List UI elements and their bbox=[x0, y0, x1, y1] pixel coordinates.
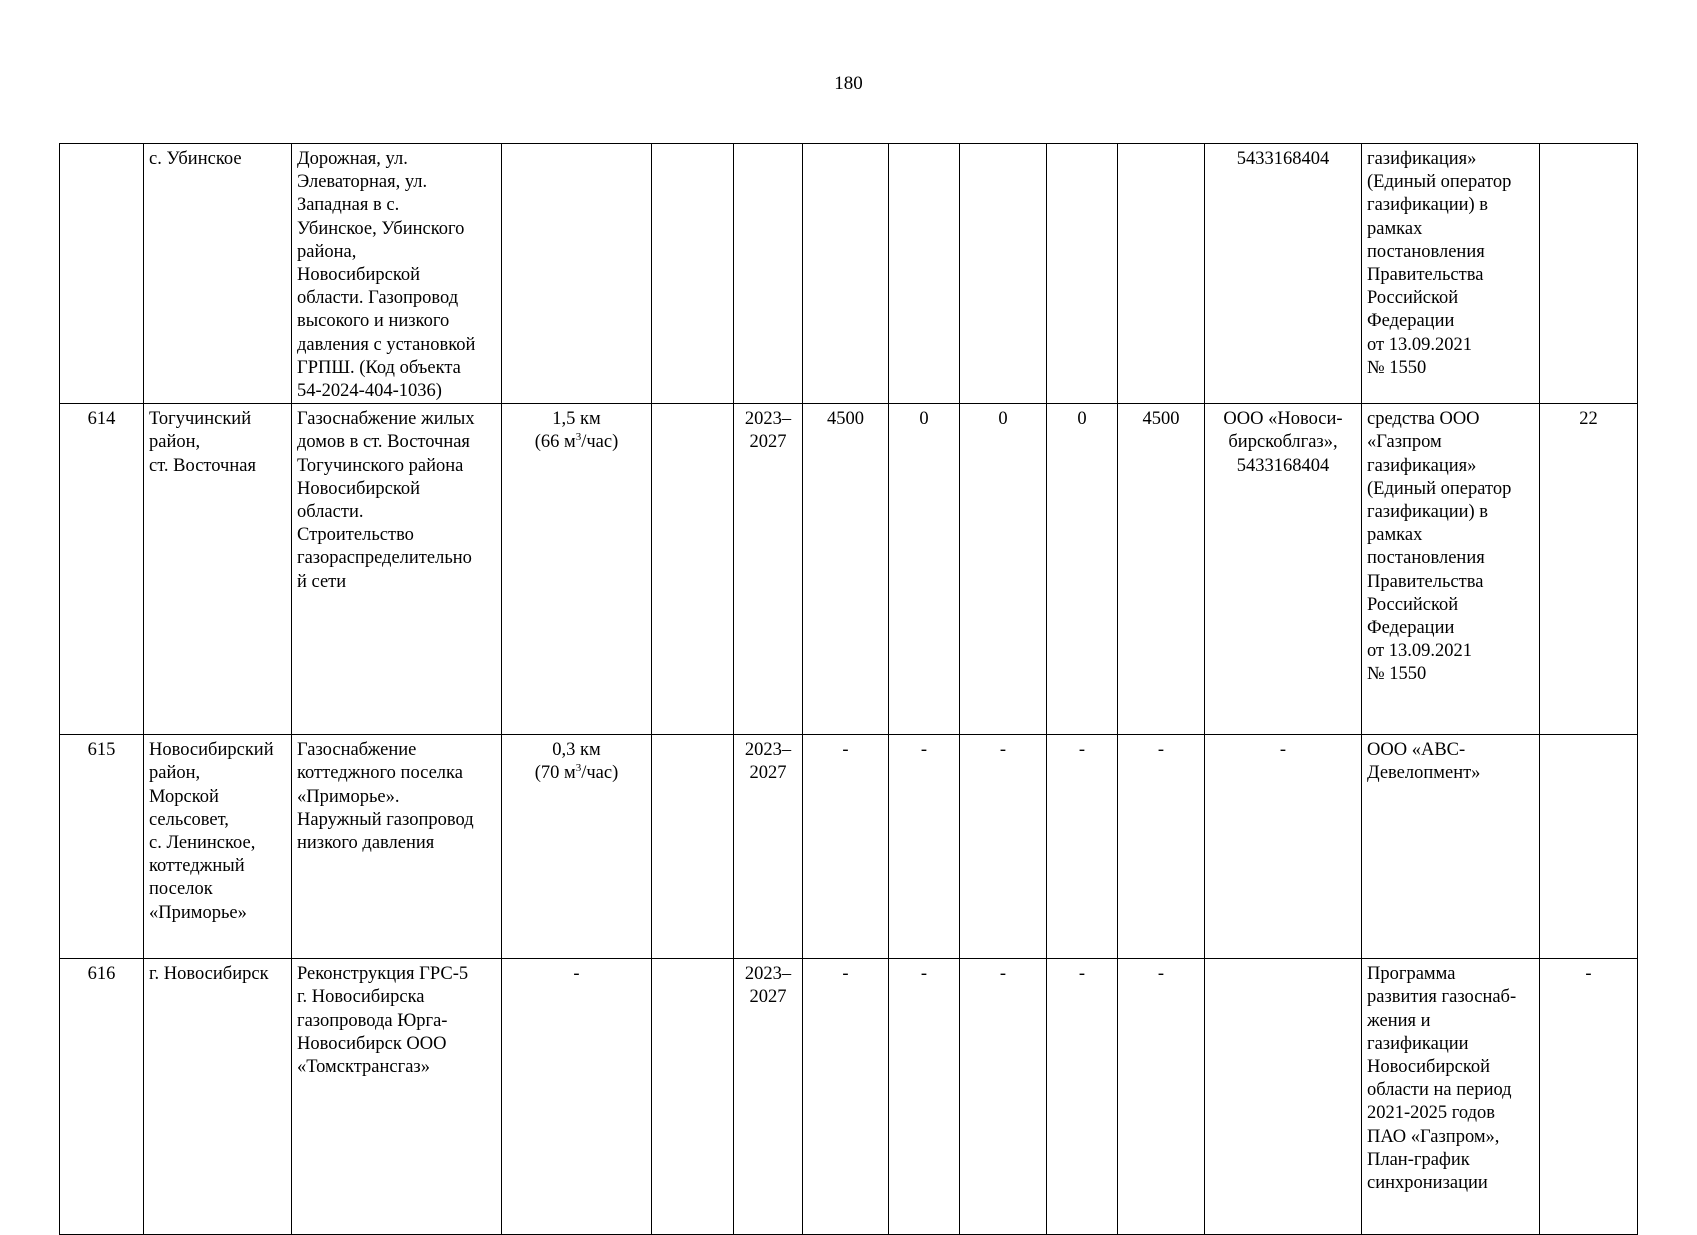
row-number-cell: 616 bbox=[60, 959, 144, 1235]
years-cell: 2023– 2027 bbox=[734, 404, 803, 735]
capacity-cell bbox=[502, 404, 652, 735]
object-description-cell: Реконструкция ГРС-5 г. Новосибирска газопровода Юрга- Новосибирск ООО «Томсктрансгаз» bbox=[292, 959, 502, 1235]
operator-cell: ООО «Новоси- бирскоблгаз», 5433168404 bbox=[1205, 404, 1362, 735]
table-body bbox=[60, 144, 1638, 1235]
total-cost-cell: - bbox=[803, 959, 889, 1235]
capacity-cell bbox=[502, 735, 652, 959]
capacity-rate: (70 $м^3/час$) bbox=[534, 762, 619, 784]
cost-cell-1: - bbox=[889, 735, 960, 959]
row-number-cell: 615 bbox=[60, 735, 144, 959]
table-row bbox=[60, 735, 1638, 959]
total-cost-cell bbox=[803, 144, 889, 404]
cost-cell-1 bbox=[889, 144, 960, 404]
cost-cell-4: - bbox=[1118, 735, 1205, 959]
funding-source-cell: газификация» (Единый оператор газификации) в рамках постановления Правительства Российской Федерации от 13.09.2021 № 1550 bbox=[1362, 144, 1540, 404]
location-cell: Тогучинский район, ст. Восточная bbox=[144, 404, 292, 735]
object-description-cell: Дорожная, ул. Элеваторная, ул. Западная в с. Убинское, Убинского района, Новосибирской области. Газопровод высокого и низкого давления с установкой ГРПШ. (Код объекта 54-2024-404-1036) bbox=[292, 144, 502, 404]
cost-cell-1: 0 bbox=[889, 404, 960, 735]
object-description-cell: Газоснабжение жилых домов в ст. Восточная Тогучинского района Новосибирской области. Строительство газораспределительно й сети bbox=[292, 404, 502, 735]
location-cell: с. Убинское bbox=[144, 144, 292, 404]
table-row bbox=[60, 144, 1638, 404]
blank-cell bbox=[652, 959, 734, 1235]
capacity-length: 1,5 км bbox=[552, 409, 601, 430]
funding-source-cell: ООО «АВС- Девелопмент» bbox=[1362, 735, 1540, 959]
years-cell bbox=[734, 144, 803, 404]
years-cell: 2023– 2027 bbox=[734, 959, 803, 1235]
operator-cell bbox=[1205, 959, 1362, 1235]
cost-cell-3: - bbox=[1047, 959, 1118, 1235]
years-cell: 2023– 2027 bbox=[734, 735, 803, 959]
location-cell: г. Новосибирск bbox=[144, 959, 292, 1235]
cost-cell-2: 0 bbox=[960, 404, 1047, 735]
total-cost-cell: 4500 bbox=[803, 404, 889, 735]
funding-source-cell: Программа развития газоснаб- жения и газификации Новосибирской области на период 2021-2025 годов ПАО «Газпром», План-график синхронизации bbox=[1362, 959, 1540, 1235]
last-column-cell: 22 bbox=[1540, 404, 1638, 735]
cost-cell-3: 0 bbox=[1047, 404, 1118, 735]
operator-cell: 5433168404 bbox=[1205, 144, 1362, 404]
cost-cell-2 bbox=[960, 144, 1047, 404]
cost-cell-4 bbox=[1118, 144, 1205, 404]
capacity-length: - bbox=[573, 964, 580, 985]
row-number-cell: 614 bbox=[60, 404, 144, 735]
capacity-cell bbox=[502, 959, 652, 1235]
cost-cell-4: - bbox=[1118, 959, 1205, 1235]
cost-cell-2: - bbox=[960, 959, 1047, 1235]
cost-cell-4: 4500 bbox=[1118, 404, 1205, 735]
last-column-cell bbox=[1540, 144, 1638, 404]
gasification-register-table bbox=[59, 143, 1638, 1235]
table-row bbox=[60, 404, 1638, 735]
row-number-cell bbox=[60, 144, 144, 404]
location-cell: Новосибирский район, Морской сельсовет, с. Ленинское, коттеджный поселок «Приморье» bbox=[144, 735, 292, 959]
blank-cell bbox=[652, 144, 734, 404]
object-description-cell: Газоснабжение коттеджного поселка «Приморье». Наружный газопровод низкого давления bbox=[292, 735, 502, 959]
last-column-cell bbox=[1540, 735, 1638, 959]
funding-source-cell: средства ООО «Газпром газификация» (Единый оператор газификации) в рамках постановления Правительства Российской Федерации от 13.09.2021 № 1550 bbox=[1362, 404, 1540, 735]
operator-cell: - bbox=[1205, 735, 1362, 959]
capacity-length: 0,3 км bbox=[552, 740, 601, 761]
last-column-cell: - bbox=[1540, 959, 1638, 1235]
blank-cell bbox=[652, 735, 734, 959]
cost-cell-3: - bbox=[1047, 735, 1118, 959]
table-row bbox=[60, 959, 1638, 1235]
page-number: 180 bbox=[834, 73, 863, 94]
capacity-cell bbox=[502, 144, 652, 404]
cost-cell-3 bbox=[1047, 144, 1118, 404]
cost-cell-1: - bbox=[889, 959, 960, 1235]
total-cost-cell: - bbox=[803, 735, 889, 959]
cost-cell-2: - bbox=[960, 735, 1047, 959]
blank-cell bbox=[652, 404, 734, 735]
capacity-rate: (66 $м^3/час$) bbox=[534, 431, 619, 453]
